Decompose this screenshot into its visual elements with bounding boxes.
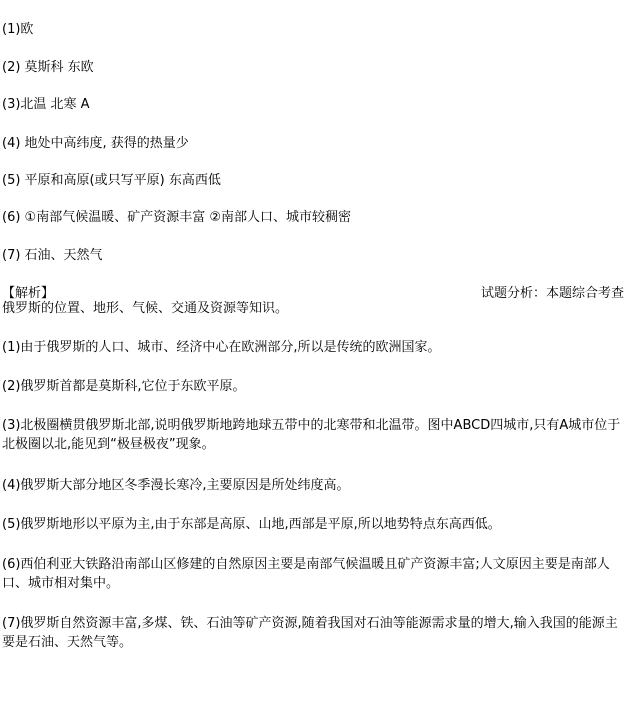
analysis-point-5: (5)俄罗斯地形以平原为主,由于东部是高原、山地,西部是平原,所以地势特点东高西低。	[2, 517, 501, 532]
analysis-point-1: (1)由于俄罗斯的人口、城市、经济中心在欧洲部分,所以是传统的欧洲国家。	[2, 340, 441, 355]
analysis-point-2: (2)俄罗斯首都是莫斯科,它位于东欧平原。	[2, 379, 246, 394]
analysis-point-7: (7)俄罗斯自然资源丰富,多煤、铁、石油等矿产资源,随着我国对石油等能源需求量的增大,输入我国的能源主要是石油、天然气等。	[2, 616, 618, 650]
answer-1: (1)欧	[2, 22, 34, 37]
analysis-point-6: (6)西伯利亚大铁路沿南部山区修建的自然原因主要是南部气候温暖且矿产资源丰富;人文原因主要是南部人口、城市相对集中。	[2, 557, 610, 591]
answer-3: (3)北温 北寒 A	[2, 97, 90, 112]
answer-4: (4) 地处中高纬度, 获得的热量少	[2, 136, 189, 151]
analysis-label: 【解析】	[2, 286, 55, 301]
answer-7: (7) 石油、天然气	[2, 248, 103, 263]
answer-5: (5) 平原和高原(或只写平原) 东高西低	[2, 173, 221, 188]
analysis-summary-cont: 俄罗斯的位置、地形、气候、交通及资源等知识。	[2, 301, 289, 316]
analysis-summary-start: 试题分析：本题综合考查	[480, 286, 624, 301]
answer-2: (2) 莫斯科 东欧	[2, 60, 94, 75]
analysis-point-3: (3)北极圈横贯俄罗斯北部,说明俄罗斯地跨地球五带中的北寒带和北温带。图中ABCD四城市,只有A城市位于北极圈以北,能见到“极昼极夜”现象。	[2, 418, 621, 452]
answer-6: (6) ①南部气候温暖、矿产资源丰富 ②南部人口、城市较稠密	[2, 210, 351, 225]
analysis-point-4: (4)俄罗斯大部分地区冬季漫长寒冷,主要原因是所处纬度高。	[2, 478, 350, 493]
